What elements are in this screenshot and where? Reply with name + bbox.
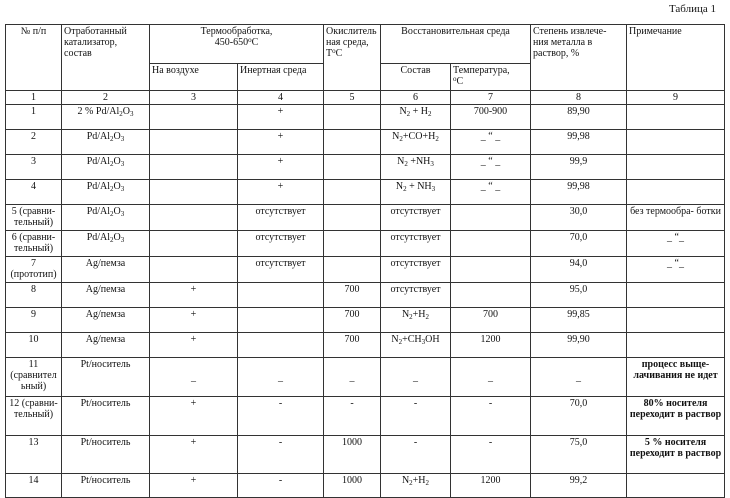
cell-degree: 99,85: [531, 308, 627, 333]
cell-comp: $N_2 + H_2$: [381, 105, 451, 130]
table-row: [6, 105, 725, 130]
cell-air: +: [150, 333, 238, 358]
table-row: [6, 333, 725, 358]
cell-air: [150, 257, 238, 283]
cell-num: 11 (сравнител ьный): [6, 358, 62, 397]
cell-comp: $N_2 +NH_3$: [381, 155, 451, 180]
cell-temp: _ “ _: [451, 155, 531, 180]
cell-temp: _ “ _: [451, 180, 531, 205]
cell-inert: [238, 283, 324, 308]
cell-catalyst: Ag/пемза: [62, 308, 150, 333]
cell-comp: $N_2+H_2$: [381, 308, 451, 333]
cell-note: 80% носителя переходит в раствор: [627, 397, 725, 436]
cell-note: [627, 130, 725, 155]
header-num: № п/п: [6, 25, 62, 91]
cell-note: [627, 180, 725, 205]
cell-catalyst: Ag/пемза: [62, 283, 150, 308]
header-reduct: Восстановительная среда: [381, 25, 531, 64]
header-row-1: [6, 25, 725, 64]
column-number-row: [6, 91, 725, 105]
cell-inert: [238, 308, 324, 333]
header-heat: Термообработка, 450-650$^o$С: [150, 25, 324, 64]
cell-oxid: [324, 180, 381, 205]
cell-temp: 1200: [451, 474, 531, 498]
cell-num: 12 (сравни- тельный): [6, 397, 62, 436]
cell-comp: $N_2+CH_3OH$: [381, 333, 451, 358]
cell-catalyst: Pt/носитель: [62, 436, 150, 474]
cell-num: 10: [6, 333, 62, 358]
cell-comp: отсутствует: [381, 257, 451, 283]
cell-air: [150, 231, 238, 257]
cell-temp: -: [451, 397, 531, 436]
cell-num: 9: [6, 308, 62, 333]
cell-temp: [451, 283, 531, 308]
cell-degree: 99,98: [531, 130, 627, 155]
cell-degree: 99,2: [531, 474, 627, 498]
cell-note: [627, 283, 725, 308]
cell-comp: -: [381, 436, 451, 474]
col-number: 6: [381, 91, 451, 105]
table-row: [6, 231, 725, 257]
cell-degree: _: [531, 358, 627, 397]
cell-oxid: 700: [324, 308, 381, 333]
cell-note: без термообра- ботки: [627, 205, 725, 231]
header-inert: Инертная среда: [238, 64, 324, 91]
table-row: [6, 155, 725, 180]
cell-temp: 1200: [451, 333, 531, 358]
cell-air: _: [150, 358, 238, 397]
cell-degree: 95,0: [531, 283, 627, 308]
header-oxid: Окислитель ная среда, $Т^oС$: [324, 25, 381, 91]
cell-catalyst: Pt/носитель: [62, 358, 150, 397]
cell-note: процесс выще- лачивания не идет: [627, 358, 725, 397]
cell-degree: 75,0: [531, 436, 627, 474]
cell-catalyst: Ag/пемза: [62, 257, 150, 283]
cell-temp: -: [451, 436, 531, 474]
cell-catalyst: 2 % $Pd/Al_2O_3$: [62, 105, 150, 130]
table-row: [6, 130, 725, 155]
cell-catalyst: $Pd/Al_2O_3$: [62, 155, 150, 180]
cell-num: 13: [6, 436, 62, 474]
cell-comp: $N_2+H_2$: [381, 474, 451, 498]
col-number: 4: [238, 91, 324, 105]
cell-inert: [238, 333, 324, 358]
cell-note: 5 % носителя переходит в раствор: [627, 436, 725, 474]
col-number: 7: [451, 91, 531, 105]
cell-note: [627, 155, 725, 180]
table-row: [6, 257, 725, 283]
cell-num: 14: [6, 474, 62, 498]
col-number: 9: [627, 91, 725, 105]
table-row: [6, 205, 725, 231]
cell-temp: _ “ _: [451, 130, 531, 155]
cell-oxid: [324, 257, 381, 283]
header-reduct-comp: Состав: [381, 64, 451, 91]
cell-air: +: [150, 474, 238, 498]
cell-num: 8: [6, 283, 62, 308]
cell-inert: -: [238, 474, 324, 498]
cell-temp: 700-900: [451, 105, 531, 130]
cell-degree: 70,0: [531, 397, 627, 436]
cell-air: [150, 130, 238, 155]
cell-oxid: [324, 130, 381, 155]
cell-air: +: [150, 283, 238, 308]
cell-temp: [451, 231, 531, 257]
cell-air: [150, 205, 238, 231]
cell-degree: 99,90: [531, 333, 627, 358]
cell-temp: _: [451, 358, 531, 397]
cell-degree: 70,0: [531, 231, 627, 257]
col-number: 2: [62, 91, 150, 105]
cell-num: 1: [6, 105, 62, 130]
table-row: [6, 308, 725, 333]
table-row: [6, 180, 725, 205]
cell-catalyst: $Pd/Al_2O_3$: [62, 205, 150, 231]
cell-air: +: [150, 397, 238, 436]
cell-inert: -: [238, 397, 324, 436]
cell-oxid: _: [324, 358, 381, 397]
cell-num: 2: [6, 130, 62, 155]
cell-degree: 99,9: [531, 155, 627, 180]
table-row: [6, 474, 725, 498]
col-number: 8: [531, 91, 627, 105]
header-catalyst: Отработанный катализатор, состав: [62, 25, 150, 91]
table-row: [6, 397, 725, 436]
cell-comp: -: [381, 397, 451, 436]
cell-inert: _: [238, 358, 324, 397]
cell-inert: отсутствует: [238, 205, 324, 231]
cell-air: +: [150, 436, 238, 474]
cell-note: [627, 308, 725, 333]
table-row: [6, 283, 725, 308]
cell-degree: 94,0: [531, 257, 627, 283]
cell-oxid: 700: [324, 333, 381, 358]
cell-oxid: -: [324, 397, 381, 436]
table-caption: Таблица 1: [668, 3, 716, 15]
cell-oxid: 1000: [324, 436, 381, 474]
data-table: [5, 24, 725, 498]
col-number: 3: [150, 91, 238, 105]
cell-comp: отсутствует: [381, 231, 451, 257]
cell-note: _ “_: [627, 257, 725, 283]
cell-temp: 700: [451, 308, 531, 333]
header-air: На воздухе: [150, 64, 238, 91]
cell-num: 6 (сравни- тельный): [6, 231, 62, 257]
cell-comp: отсутствует: [381, 283, 451, 308]
cell-degree: 30,0: [531, 205, 627, 231]
cell-catalyst: Pt/носитель: [62, 397, 150, 436]
cell-catalyst: $Pd/Al_2O_3$: [62, 231, 150, 257]
cell-inert: -: [238, 436, 324, 474]
cell-inert: +: [238, 180, 324, 205]
cell-inert: +: [238, 130, 324, 155]
cell-num: 7 (прототип): [6, 257, 62, 283]
cell-comp: _: [381, 358, 451, 397]
cell-oxid: 700: [324, 283, 381, 308]
cell-comp: отсутствует: [381, 205, 451, 231]
cell-air: +: [150, 308, 238, 333]
cell-note: _ “_: [627, 231, 725, 257]
cell-inert: отсутствует: [238, 231, 324, 257]
cell-oxid: [324, 205, 381, 231]
cell-note: [627, 105, 725, 130]
cell-num: 3: [6, 155, 62, 180]
header-note: Примечание: [627, 25, 725, 91]
cell-num: 4: [6, 180, 62, 205]
cell-inert: отсутствует: [238, 257, 324, 283]
cell-note: [627, 474, 725, 498]
cell-inert: +: [238, 105, 324, 130]
cell-air: [150, 155, 238, 180]
header-reduct-temp: Температура, $^o$С: [451, 64, 531, 91]
cell-catalyst: Ag/пемза: [62, 333, 150, 358]
cell-catalyst: $Pd/Al_2O_3$: [62, 180, 150, 205]
table-row: [6, 436, 725, 474]
cell-num: 5 (сравни- тельный): [6, 205, 62, 231]
cell-degree: 89,90: [531, 105, 627, 130]
cell-temp: [451, 205, 531, 231]
cell-air: [150, 180, 238, 205]
cell-inert: +: [238, 155, 324, 180]
cell-comp: $N_2+CO+H_2$: [381, 130, 451, 155]
header-degree: Степень извлече- ния металла в раствор, %: [531, 25, 627, 91]
col-number: 1: [6, 91, 62, 105]
col-number: 5: [324, 91, 381, 105]
table-row: [6, 358, 725, 397]
cell-catalyst: Pt/носитель: [62, 474, 150, 498]
cell-oxid: [324, 105, 381, 130]
cell-oxid: [324, 231, 381, 257]
cell-air: [150, 105, 238, 130]
cell-temp: [451, 257, 531, 283]
cell-degree: 99,98: [531, 180, 627, 205]
cell-oxid: [324, 155, 381, 180]
cell-comp: $N_2 + NH_3$: [381, 180, 451, 205]
cell-oxid: 1000: [324, 474, 381, 498]
cell-catalyst: $Pd/Al_2O_3$: [62, 130, 150, 155]
cell-note: [627, 333, 725, 358]
